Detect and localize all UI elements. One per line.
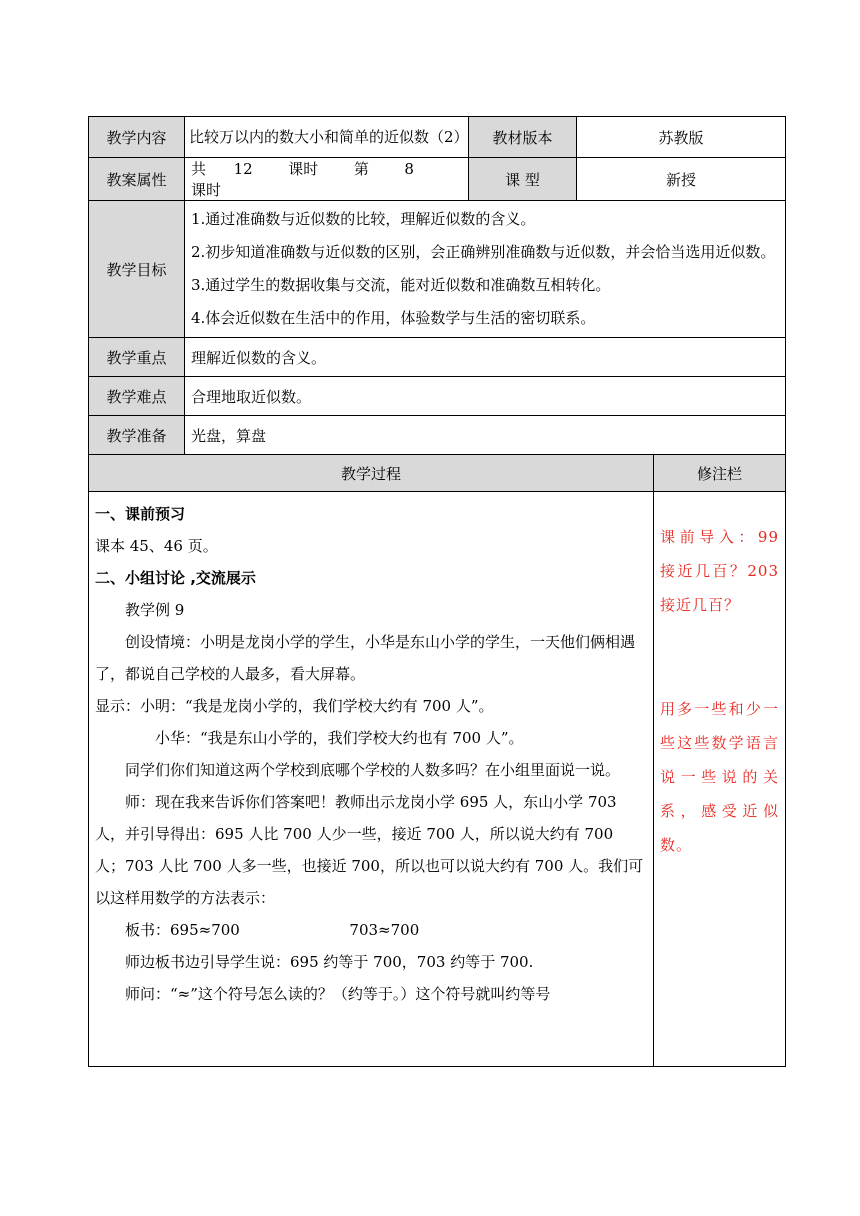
preparation-row (89, 416, 786, 455)
goals-row (89, 201, 786, 338)
process-body (89, 492, 654, 1067)
preparation-label: 教学准备 (89, 416, 185, 455)
key-point-value: 理解近似数的含义。 (185, 338, 786, 377)
process-header: 教学过程 (89, 455, 654, 492)
goals-label: 教学目标 (89, 201, 185, 338)
attr-label: 教案属性 (89, 158, 185, 201)
note-item: 用多一些和少一些这些数学语言说一些说的关系，感受近似数。 (660, 700, 780, 854)
section-heading: 二、小组讨论 ,交流展示 (95, 569, 256, 587)
key-point-row (89, 338, 786, 377)
board-line-a: 板书：695≈700 (125, 921, 240, 939)
process-line: 同学们你们知道这两个学校到底哪个学校的人数多吗？在小组里面说一说。 (125, 761, 621, 779)
edition-value: 苏教版 (577, 117, 786, 158)
board-line-b: 703≈700 (349, 921, 420, 939)
process-line: 创设情境：小明是龙岗小学的学生，小华是东山小学的学生，一天他们俩相遇了，都说自己学校的人最多，看大屏幕。 (95, 633, 636, 683)
board-line (95, 914, 647, 946)
lesson-plan-sheet (88, 116, 785, 1067)
attr-nth-prefix: 第 (353, 160, 369, 178)
process-body-row (89, 492, 786, 1067)
key-point-label: 教学重点 (89, 338, 185, 377)
section-heading: 一、课前预习 (95, 505, 186, 523)
process-line: 师：现在我来告诉你们答案吧！教师出示龙岗小学 695 人，东山小学 703 人，并引导得出：695 人比 700 人少一些，接近 700 人，所以说大约有 700 人；703 人比 700 人多一些，也接近 700，所以也可以说大约有 700 人。我们可以这样用数学的方法表示： (95, 793, 644, 907)
content-value: 比较万以内的数大小和简单的近似数（2） (185, 117, 469, 158)
attr-total: 12 (233, 160, 253, 178)
goals-list (185, 201, 786, 338)
attr-value (185, 158, 469, 201)
goal-item: 2.初步知道准确数与近似数的区别，会正确辨别准确数与近似数，并会恰当选用近似数。 (191, 243, 776, 261)
process-line: 课本 45、46 页。 (95, 537, 218, 555)
edition-label: 教材版本 (469, 117, 577, 158)
attr-unit1: 课时 (288, 160, 319, 178)
goal-item: 4.体会近似数在生活中的作用，体验数学与生活的密切联系。 (191, 309, 596, 327)
difficulty-row (89, 377, 786, 416)
difficulty-label: 教学难点 (89, 377, 185, 416)
goal-item: 1.通过准确数与近似数的比较，理解近似数的含义。 (191, 210, 536, 228)
process-line: 师问：“≈”这个符号怎么读的？（约等于。）这个符号就叫约等号 (125, 985, 551, 1003)
attr-unit2: 课时 (191, 181, 222, 199)
process-header-row (89, 455, 786, 492)
attr-total-prefix: 共 (191, 160, 207, 178)
note-item: 课前导入：99 接近几百？203 接近几百？ (660, 528, 780, 614)
notes-header: 修注栏 (654, 455, 786, 492)
goal-item: 3.通过学生的数据收集与交流，能对近似数和准确数互相转化。 (191, 276, 611, 294)
lesson-plan-table (88, 116, 786, 1067)
content-label: 教学内容 (89, 117, 185, 158)
process-line: 师边板书边引导学生说：695 约等于 700，703 约等于 700. (125, 953, 534, 971)
process-line: 显示：小明：“我是龙岗小学的，我们学校大约有 700 人”。 (95, 697, 494, 715)
notes-column (654, 492, 786, 1067)
attr-nth: 8 (404, 160, 414, 178)
type-value: 新授 (577, 158, 786, 201)
process-line: 教学例 9 (125, 601, 185, 619)
content-row (89, 117, 786, 158)
type-label: 课 型 (469, 158, 577, 201)
preparation-value: 光盘，算盘 (185, 416, 786, 455)
attr-row (89, 158, 786, 201)
process-line: 小华：“我是东山小学的，我们学校大约也有 700 人”。 (155, 729, 524, 747)
difficulty-value: 合理地取近似数。 (185, 377, 786, 416)
